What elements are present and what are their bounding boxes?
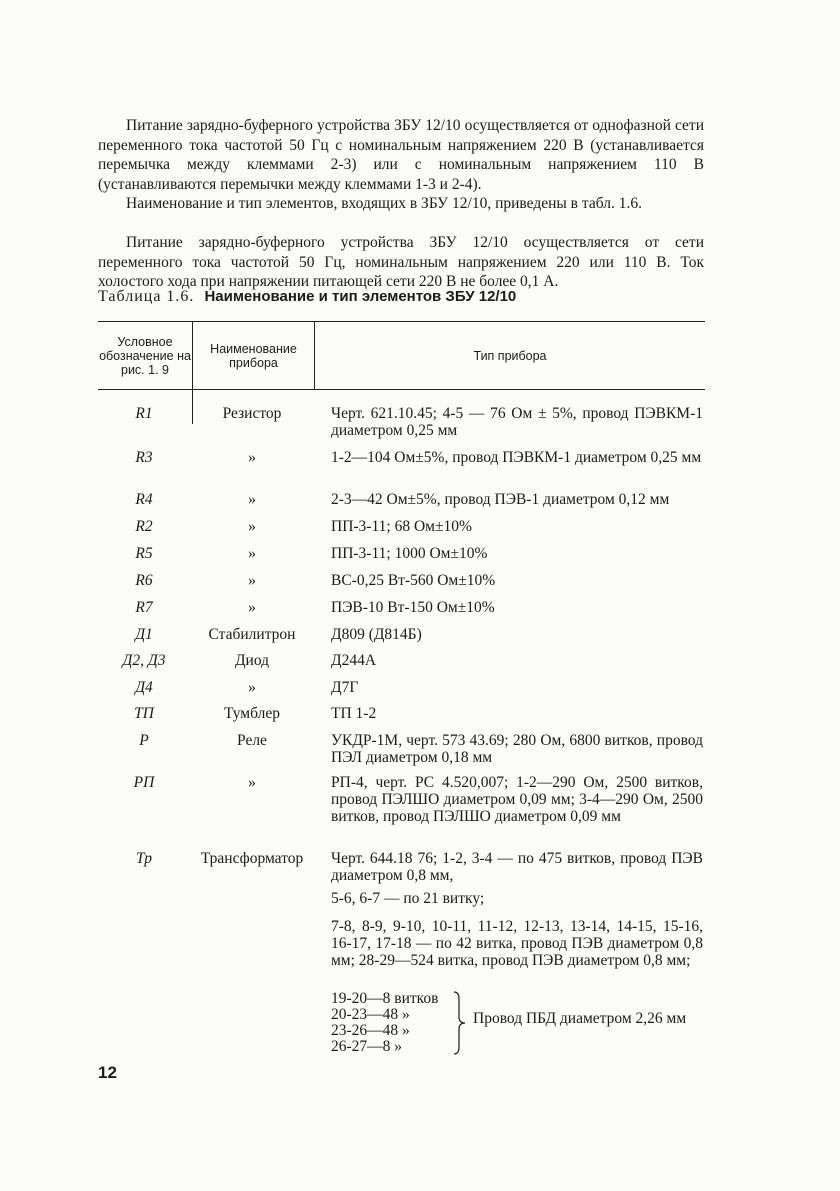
brace-item: 19-20—8 витков xyxy=(331,990,439,1007)
page-number: 12 xyxy=(98,1063,117,1082)
table-header-rule xyxy=(98,389,705,390)
row-symbol: Тр xyxy=(136,850,152,867)
row-symbol: R1 xyxy=(135,405,153,422)
row-device: 1-2—104 Ом±5%, провод ПЭВКМ-1 диаметром 0,25 мм xyxy=(331,449,702,466)
row-name: Трансформатор xyxy=(200,850,304,867)
row-name: » xyxy=(248,545,256,562)
brace-item: 26-27—8 » xyxy=(331,1038,403,1055)
curly-brace-icon xyxy=(451,991,469,1055)
row-symbol: Д2, Д3 xyxy=(122,652,166,669)
brace-group xyxy=(331,991,711,1061)
row-name: » xyxy=(248,679,256,696)
row-device: Д809 (Д814Б) xyxy=(331,626,422,643)
paragraph-power-supply: Питание зарядно-буферного устройства ЗБУ 12/10 осуществляется от однофазной сети переменного тока частотой 50 Гц с номинальным напряжением 220 В (устанавливается перемычка между клеммами 2-3) или с номинальным напряжением 110 В (устанавливаются перемычки между клеммами 1-3 и 2-4). xyxy=(98,117,704,193)
row-name: » xyxy=(248,599,256,616)
row-device: Черт. 644.18 76; 1-2, 3-4 — по 475 витков, провод ПЭВ диаметром 0,8 мм, xyxy=(331,850,703,884)
header-type: Тип прибора xyxy=(473,349,547,363)
row-name: » xyxy=(248,774,256,791)
row-name: Реле xyxy=(237,732,267,749)
row-symbol: R6 xyxy=(135,572,153,589)
header-name: Наименование прибора xyxy=(210,342,297,370)
header-symbol: Условное обозначение на рис. 1. 9 xyxy=(99,335,191,377)
row-device: РП-4, черт. РС 4.520,007; 1-2—290 Ом, 2500 витков, провод ПЭЛШО диаметром 0,09 мм; 3-4—290 Ом, 2500 витков, провод ПЭЛШО диаметром 0,09 мм xyxy=(331,774,703,825)
row-symbol: R5 xyxy=(135,545,153,562)
row-device: ТП 1-2 xyxy=(331,705,377,722)
table-caption-number: Таблица 1.6. xyxy=(98,288,195,305)
table-top-rule xyxy=(98,321,705,322)
row-name: Стабилитрон xyxy=(208,626,296,643)
row-symbol: ТП xyxy=(134,705,154,722)
row-symbol: Р xyxy=(139,732,149,749)
row-device: Черт. 621.10.45; 4-5 — 76 Ом ± 5%, провод ПЭВКМ-1 диаметром 0,25 мм xyxy=(331,405,703,439)
row-device-windings: 7-8, 8-9, 9-10, 10-11, 11-12, 12-13, 13-14, 14-15, 15-16, 16-17, 17-18 — по 42 витка, провод ПЭВ диаметром 0,8 мм; 28-29—524 витка, провод ПЭВ диаметром 0,8 мм; xyxy=(331,918,703,969)
brace-item: 23-26—48 » xyxy=(331,1022,410,1039)
paragraph-mains: Питание зарядно-буферного устройства ЗБУ 12/10 осуществляется от сети переменного тока частотой 50 Гц, номинальным напряжением 220 или 110 В. Ток холостого хода при напряжении питающей сети 220 В не более 0,1 А. xyxy=(98,234,704,290)
row-device: 2-3—42 Ом±5%, провод ПЭВ-1 диаметром 0,12 мм xyxy=(331,491,670,508)
row-device: УКДР-1М, черт. 573 43.69; 280 Ом, 6800 витков, провод ПЭЛ диаметром 0,18 мм xyxy=(331,732,703,766)
row-name: » xyxy=(248,518,256,535)
row-device: ПЭВ-10 Вт-150 Ом±10% xyxy=(331,599,495,616)
row-device-windings: 5-6, 6-7 — по 21 витку; xyxy=(331,890,485,907)
brace-list xyxy=(331,991,451,1055)
paragraph-table-reference: Наименование и тип элементов, входящих в ЗБУ 12/10, приведены в табл. 1.6. xyxy=(126,195,642,212)
row-name: » xyxy=(248,572,256,589)
row-symbol: R7 xyxy=(135,599,153,616)
row-symbol: РП xyxy=(133,774,155,791)
row-device: Д7Г xyxy=(331,679,359,696)
row-name: » xyxy=(248,491,256,508)
brace-description: Провод ПБД диаметром 2,26 мм xyxy=(473,1010,687,1027)
row-symbol: R2 xyxy=(135,518,153,535)
row-symbol: R3 xyxy=(135,449,153,466)
brace-item: 20-23—48 » xyxy=(331,1006,410,1023)
row-name: Диод xyxy=(234,652,270,669)
row-device: ПП-3-11; 1000 Ом±10% xyxy=(331,545,488,562)
row-symbol: R4 xyxy=(135,491,153,508)
row-name: » xyxy=(248,449,256,466)
table-caption xyxy=(98,288,516,306)
row-device: ВС-0,25 Вт-560 Ом±10% xyxy=(331,572,496,589)
row-symbol: Д4 xyxy=(135,679,153,696)
row-symbol: Д1 xyxy=(135,626,153,643)
row-name: Тумблер xyxy=(224,705,280,722)
row-device: ПП-3-11; 68 Ом±10% xyxy=(331,518,472,535)
table-caption-title: Наименование и тип элементов ЗБУ 12/10 xyxy=(204,288,517,305)
row-device: Д244А xyxy=(331,652,377,669)
row-name: Резистор xyxy=(222,405,282,422)
